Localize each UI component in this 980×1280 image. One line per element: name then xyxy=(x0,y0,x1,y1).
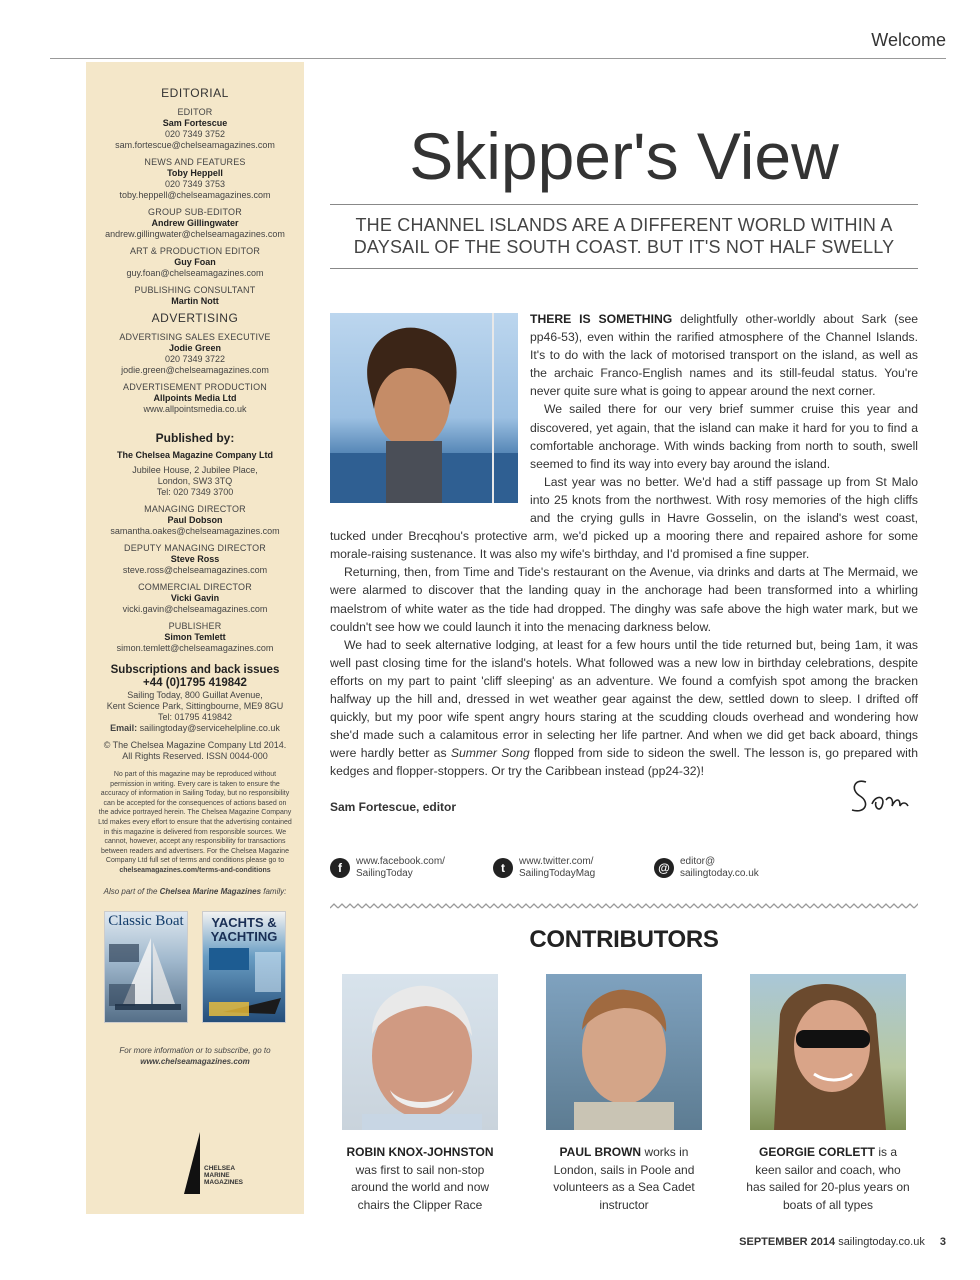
subscriptions-email[interactable] xyxy=(86,723,304,734)
published-by-heading: Published by: xyxy=(155,431,235,445)
email-label: Email: xyxy=(110,723,138,733)
standfirst-top-rule xyxy=(330,204,918,205)
contributor-caption xyxy=(746,1144,910,1214)
boat-name: Summer Song xyxy=(450,746,530,761)
contributor-bio: works in London, sails in Poole and volunteers as a Sea Cadet instructor xyxy=(553,1145,695,1212)
also-text: Also part of the xyxy=(103,886,160,896)
contact-link[interactable]: toby.heppell@chelseamagazines.com xyxy=(119,190,271,200)
paragraph: Last year was no better. We'd had a stiff passage up from St Malo into 25 knots from the northwest. With rosy memories of the high cliffs and the crying gulls in Havre Gosselin, on the island's west coast, tucked under Brecqhou's protective arm, we'd picked up a mooring there and repaired ashore for some morale-raising sustenance. It was also my wife's birthday, and I'd promised a fine supper. xyxy=(330,474,918,562)
contact-link[interactable]: steve.ross@chelseamagazines.com xyxy=(122,565,268,575)
contributor-photo-paul xyxy=(546,974,702,1130)
publisher-company: The Chelsea Magazine Company Ltd xyxy=(116,450,274,460)
link-line: www.facebook.com/ xyxy=(356,856,445,867)
staff-name: Martin Nott xyxy=(171,296,219,306)
contact-line: 020 7349 3752 xyxy=(164,129,226,139)
contributor-portrait xyxy=(750,974,906,1130)
staff-role: EDITOR xyxy=(177,107,213,117)
contributor-portrait xyxy=(342,974,498,1130)
staff-role: ADVERTISEMENT PRODUCTION xyxy=(123,382,267,392)
link-line: editor@ xyxy=(680,856,716,867)
paragraph-text: We had to seek alternative lodging, at least for a few hours until the tide returned but, being 1am, it was well past closing time for the island's hotels. What followed was a new low in birthday celebrations, despite efforts on my part to paint 'cliff sleeping' as an adventure. We found a comfyish spot among the bracken halfway up the hill and, dressed in wet weather gear against the dew, settled down to sleep. I drifted off quickly, but my poor wife spent angry hours staring at the scudding clouds overhead and wondering how she'd made such a calamitous error in selecting her life partner. And when we did get back aboard, things were hardly better as xyxy=(330,637,918,761)
chelsea-marine-logo xyxy=(182,1132,242,1202)
also-part-of xyxy=(86,886,304,897)
editor-signature xyxy=(846,770,916,820)
address-line: London, SW3 3TQ xyxy=(157,476,233,486)
staff-role: MANAGING DIRECTOR xyxy=(144,504,246,514)
contributor-name: GEORGIE CORLETT xyxy=(758,1145,875,1159)
staff-name: Sam Fortescue xyxy=(162,118,228,128)
page-footer xyxy=(739,1236,946,1248)
contributor-name: PAUL BROWN xyxy=(559,1145,642,1159)
contact-line: 020 7349 3753 xyxy=(164,179,226,189)
advertising-heading: ADVERTISING xyxy=(151,311,239,325)
masthead-sidebar xyxy=(86,62,304,1214)
staff-name: Steve Ross xyxy=(170,554,220,564)
link-line: SailingTodayMag xyxy=(519,868,596,879)
staff-role: PUBLISHING CONSULTANT xyxy=(134,285,256,295)
staff-entry xyxy=(86,382,304,415)
paragraph: Returning, then, from Time and Tide's restaurant on the Avenue, via drinks and darts at The Mermaid, we were alarmed to discover that the landing quay in the anchorage had been transformed into a whirling maelstrom of white water as the tide had dropped. The dinghy was safe above the high water mark, but we couldn't see how we could launch it into the menacing darkness below. xyxy=(330,565,918,634)
editor-signoff: Sam Fortescue, editor xyxy=(330,800,457,814)
terms-link[interactable]: chelseamagazines.com/terms-and-conditions xyxy=(119,866,271,874)
staff-name: Jodie Green xyxy=(168,343,222,353)
contributor-caption xyxy=(542,1144,706,1214)
staff-role: DEPUTY MANAGING DIRECTOR xyxy=(124,543,266,553)
staff-name: Toby Heppell xyxy=(167,168,223,178)
staff-role: GROUP SUB-EDITOR xyxy=(148,207,242,217)
staff-entry xyxy=(86,157,304,201)
disclaimer xyxy=(86,770,304,876)
staff-entry xyxy=(86,285,304,307)
staff-name: Vicki Gavin xyxy=(170,593,220,603)
sister-magazines xyxy=(86,911,304,1023)
staff-role: ART & PRODUCTION EDITOR xyxy=(129,246,261,256)
more-info-text: For more information or to subscribe, go to xyxy=(119,1045,271,1055)
advertising-staff-list xyxy=(86,332,304,415)
contact-link[interactable]: andrew.gillingwater@chelseamagazines.com xyxy=(105,229,285,239)
address-line: Kent Science Park, Sittingbourne, ME9 8GU xyxy=(106,701,284,711)
copyright-line: © The Chelsea Magazine Company Ltd 2014. xyxy=(103,740,287,750)
contact-link[interactable]: jodie.green@chelseamagazines.com xyxy=(121,365,269,375)
contact-link[interactable]: samantha.oakes@chelseamagazines.com xyxy=(110,526,280,536)
link-line: SailingToday xyxy=(356,868,413,879)
staff-entry xyxy=(86,246,304,279)
subscriptions-phone: +44 (0)1795 419842 xyxy=(143,677,247,689)
twitter-icon: t xyxy=(493,858,513,878)
contributor-caption xyxy=(338,1144,502,1214)
editorial-heading: EDITORIAL xyxy=(161,86,229,100)
paragraph-text: delightfully other-worldly about Sark (see pp46-53), even within the rarified atmosphere of the Channel Islands. It's to do with the lack of motorised transport on the island, as well as the archaic Franco-English names and its still-feudal status. You're never quite sure what is going to appear around the next corner. xyxy=(530,312,919,399)
copyright xyxy=(86,740,304,762)
photo-spacer xyxy=(330,310,530,516)
link-line: www.twitter.com/ xyxy=(519,856,594,867)
email-icon: @ xyxy=(654,858,674,878)
contributors-heading: CONTRIBUTORS xyxy=(529,926,719,953)
staff-entry xyxy=(86,543,304,576)
address-line: Jubilee House, 2 Jubilee Place, xyxy=(132,465,258,475)
staff-name: Simon Temlett xyxy=(164,632,226,642)
facebook-icon: f xyxy=(330,858,350,878)
staff-name: Allpoints Media Ltd xyxy=(153,393,237,403)
paragraph xyxy=(330,636,918,781)
contact-link[interactable]: sam.fortescue@chelseamagazines.com xyxy=(115,140,275,150)
staff-role: ADVERTISING SALES EXECUTIVE xyxy=(119,332,271,342)
standfirst: THE CHANNEL ISLANDS ARE A DIFFERENT WORLD WITHIN A DAYSAIL OF THE SOUTH COAST. BUT IT'S NOT HALF SWELLY xyxy=(353,215,895,257)
subscriptions-address xyxy=(86,690,304,734)
editorial-staff-list xyxy=(86,107,304,307)
contributor-portrait xyxy=(546,974,702,1130)
subscriptions-title: Subscriptions and back issues xyxy=(110,664,280,676)
staff-entry xyxy=(86,332,304,376)
contributor-bio: is a keen sailor and coach, who has sailed for 20-plus years on boats of all types xyxy=(746,1145,910,1212)
staff-name: Guy Foan xyxy=(174,257,216,267)
logo-text: CHELSEA MARINE MAGAZINES xyxy=(204,1165,243,1186)
email-text xyxy=(680,856,759,880)
contact-link[interactable]: simon.temlett@chelseamagazines.com xyxy=(116,643,274,653)
copyright-line: All Rights Reserved. ISSN 0044-000 xyxy=(122,751,268,761)
staff-name: Andrew Gillingwater xyxy=(151,218,239,228)
sailing-boat-image xyxy=(105,912,188,1023)
racing-yacht-image xyxy=(203,912,286,1023)
management-list xyxy=(86,504,304,654)
paragraph: We sailed there for our very brief summer cruise this year and discovered, yet again, that the island can make it hard for you to find a comfortable anchorage. With winds backing from north to south, swell seemed to find its way into every bay around the island. xyxy=(530,402,918,471)
staff-entry xyxy=(86,504,304,537)
paragraph-text: flopped from side to sideon the swell. The lesson is, go prepared with kedges and flopper-stoppers. Or try the Caribbean instead (pp24-32)! xyxy=(330,746,918,779)
contributor-bio: was first to sail non-stop around the world and now chairs the Clipper Race xyxy=(350,1162,490,1212)
address-line: Tel: 01795 419842 xyxy=(157,712,233,722)
twitter-text xyxy=(519,856,595,880)
staff-role: PUBLISHER xyxy=(168,621,222,631)
article-title: Skipper's View xyxy=(409,119,839,193)
contact-link[interactable]: guy.foan@chelseamagazines.com xyxy=(126,268,264,278)
contact-line: 020 7349 3722 xyxy=(164,354,226,364)
facebook-link[interactable] xyxy=(330,856,445,880)
link-line: sailingtoday.co.uk xyxy=(680,868,759,879)
staff-name: Paul Dobson xyxy=(167,515,223,525)
staff-role: COMMERCIAL DIRECTOR xyxy=(138,582,252,592)
magazine-title: YACHTS & YACHTING xyxy=(210,914,278,944)
contributor-photo-georgie xyxy=(750,974,906,1130)
also-text: family: xyxy=(261,886,287,896)
more-info xyxy=(86,1045,304,1067)
yachts-yachting-cover[interactable] xyxy=(202,911,286,1023)
twitter-link[interactable] xyxy=(493,856,595,880)
issue-date: SEPTEMBER 2014 xyxy=(739,1236,836,1248)
brand-name: Chelsea Marine Magazines xyxy=(159,886,262,896)
email-link[interactable] xyxy=(654,856,759,880)
subscriptions-heading xyxy=(86,664,304,690)
wave-divider xyxy=(330,902,918,910)
publisher-address xyxy=(86,465,304,498)
staff-entry xyxy=(86,107,304,151)
standfirst-bottom-rule xyxy=(330,268,918,269)
staff-entry xyxy=(86,207,304,240)
email-address[interactable]: sailingtoday@servicehelpline.co.uk xyxy=(139,723,280,733)
article-body xyxy=(330,310,918,780)
staff-entry xyxy=(86,621,304,654)
disclaimer-text: No part of this magazine may be reproduced without permission in writing. Every care is taken to ensure the accuracy of information in Sailing Today, but no responsibility can be accepted for the consequences of actions based on the advice portrayed herein. The Chelsea Magazine Company Ltd makes every effort to ensure that the advertising contained in this magazine is delivered from responsible sources. We cannot, however, accept any responsibility for transactions between readers and advertisers. For the Chelsea Magazine Company Ltd full set of terms and conditions please go to xyxy=(98,771,292,865)
address-line: Tel: 020 7349 3700 xyxy=(156,487,234,497)
website[interactable]: sailingtoday.co.uk xyxy=(838,1236,925,1248)
facebook-text xyxy=(356,856,445,880)
website-link[interactable]: www.chelseamagazines.com xyxy=(140,1056,250,1066)
staff-role: NEWS AND FEATURES xyxy=(144,157,246,167)
classic-boat-cover[interactable] xyxy=(104,911,188,1023)
contact-link[interactable]: vicki.gavin@chelseamagazines.com xyxy=(122,604,268,614)
lead-in: THERE IS SOMETHING xyxy=(530,312,673,326)
top-divider xyxy=(50,58,946,59)
page-number: 3 xyxy=(939,1236,946,1248)
contact-link[interactable]: www.allpointsmedia.co.uk xyxy=(143,404,247,414)
section-label: Welcome xyxy=(871,30,946,50)
magazine-title: Classic Boat xyxy=(108,912,184,929)
contributor-name: ROBIN KNOX-JOHNSTON xyxy=(346,1145,494,1159)
contributor-photo-robin xyxy=(342,974,498,1130)
address-line: Sailing Today, 800 Guillat Avenue, xyxy=(127,690,263,700)
staff-entry xyxy=(86,582,304,615)
